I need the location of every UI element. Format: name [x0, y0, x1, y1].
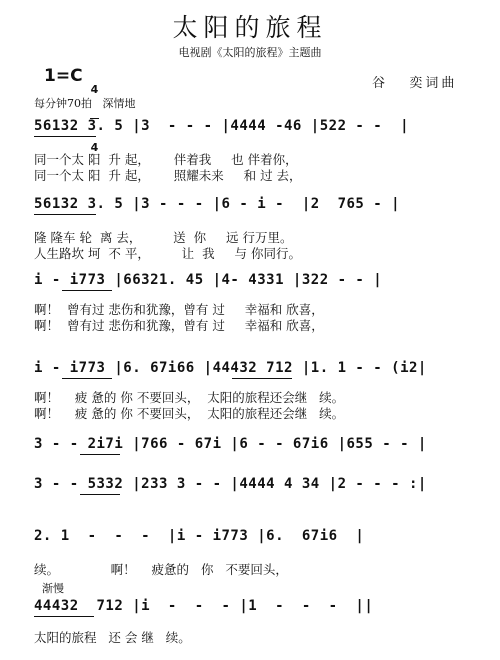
composer-credit: 谷 奕词曲: [372, 76, 458, 91]
song-title: 太阳的旅程: [172, 13, 328, 42]
lyric-line-3a: 啊！ 曾有过 悲伤和犹豫，曾有 过 幸福和 欣喜，: [34, 302, 324, 317]
ritardando-marking: 渐慢: [42, 582, 64, 595]
beam-underline: [34, 136, 96, 137]
notation-line-7: 2. 1 - - - |i - i773 |6. 67i6 |: [34, 528, 365, 544]
lyric-line-2b: 人生路坎 坷 不 平， 让 我 与 你同行。: [34, 246, 301, 261]
lyric-line-2a: 隆 隆车 轮 离 去， 送 你 远 行万里。: [34, 230, 293, 245]
tempo-marking: 每分钟70拍 深情地: [34, 97, 136, 110]
lyric-line-3b: 啊！ 曾有过 悲伤和犹豫，曾有 过 幸福和 欣喜，: [34, 318, 324, 333]
notation-line-6: 3 - - 5332 |233 3 - - |4444 4 34 |2 - - - :|: [34, 476, 427, 492]
time-signature: [90, 62, 99, 164]
key-signature: 1=C: [44, 66, 83, 86]
beam-underline: [34, 214, 96, 215]
lyric-line-1b: 同一个太 阳 升 起， 照耀未来 和 过 去，: [34, 168, 302, 183]
beam-underline: [34, 616, 94, 617]
lyric-line-4b: 啊！ 疲 惫的 你 不要回头， 太阳的旅程还会继 续。: [34, 406, 345, 421]
lyric-line-4a: 啊！ 疲 惫的 你 不要回头， 太阳的旅程还会继 续。: [34, 390, 345, 405]
notation-line-1: 56132 3. 5 |3 - - - |4444 -46 |522 - - |: [34, 118, 410, 134]
notation-line-2: 56132 3. 5 |3 - - - |6 - i - |2 765 - |: [34, 196, 401, 212]
beam-underline: [80, 494, 120, 495]
notation-line-5: 3 - - 2i7i |766 - 67i |6 - - 67i6 |655 - - |: [34, 436, 427, 452]
lyric-line-8: 太阳的旅程 还 会 继 续。: [34, 630, 191, 645]
time-numerator: 4: [90, 83, 99, 96]
notation-line-8: 44432 712 |i - - - |1 - - - ||: [34, 598, 374, 614]
beam-underline: [80, 454, 120, 455]
notation-line-3: i - i773 |66321. 45 |4- 4331 |322 - - |: [34, 272, 383, 288]
time-denominator: 4: [90, 141, 99, 154]
song-subtitle: 电视剧《太阳的旅程》主题曲: [178, 46, 322, 59]
beam-underline: [62, 378, 112, 379]
beam-underline: [232, 378, 292, 379]
beam-underline: [62, 290, 112, 291]
lyric-line-7: 续。 啊！ 疲惫的 你 不要回头，: [34, 562, 288, 577]
notation-line-4: i - i773 |6. 67i66 |44432 712 |1. 1 - - (i2|: [34, 360, 427, 376]
lyric-line-1a: 同一个太 阳 升 起， 伴着我 也 伴着你，: [34, 152, 298, 167]
